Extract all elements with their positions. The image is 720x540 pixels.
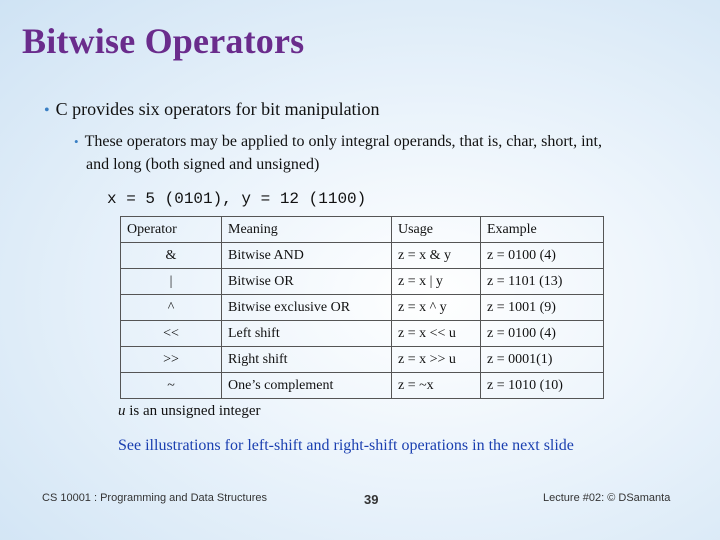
footer-course: CS 10001 : Programming and Data Structures	[42, 492, 268, 504]
cell-example: z = 0100 (4)	[481, 243, 604, 269]
bullet-main	[44, 99, 380, 120]
cell-operator: ~	[121, 373, 222, 399]
table-row	[121, 373, 604, 399]
cell-meaning: Bitwise exclusive OR	[222, 295, 392, 321]
cell-usage: z = x & y	[392, 243, 481, 269]
cell-meaning: Bitwise OR	[222, 269, 392, 295]
see-also-text: See illustrations for left-shift and right-shift operations in the next slide	[118, 437, 574, 454]
table-row	[121, 243, 604, 269]
table-row	[121, 321, 604, 347]
cell-example: z = 0001(1)	[481, 347, 604, 373]
footer-lecture: Lecture #02: © DSamanta	[543, 492, 671, 504]
cell-usage: z = ~x	[392, 373, 481, 399]
cell-example: z = 1001 (9)	[481, 295, 604, 321]
note-text: is an unsigned integer	[125, 403, 261, 419]
table-header-row	[121, 217, 604, 243]
bullet-dot-icon: •	[74, 134, 79, 149]
cell-operator: |	[121, 269, 222, 295]
cell-operator: &	[121, 243, 222, 269]
note-variable: u	[118, 403, 126, 419]
cell-operator: >>	[121, 347, 222, 373]
cell-meaning: One’s complement	[222, 373, 392, 399]
cell-meaning: Bitwise AND	[222, 243, 392, 269]
bullet-sub	[74, 130, 684, 176]
table-row	[121, 295, 604, 321]
cell-usage: z = x ^ y	[392, 295, 481, 321]
variable-declaration: x = 5 (0101), y = 12 (1100)	[107, 190, 367, 208]
cell-meaning: Left shift	[222, 321, 392, 347]
unsigned-note	[118, 403, 260, 420]
cell-example: z = 1010 (10)	[481, 373, 604, 399]
cell-example: z = 0100 (4)	[481, 321, 604, 347]
cell-operator: <<	[121, 321, 222, 347]
cell-example: z = 1101 (13)	[481, 269, 604, 295]
cell-usage: z = x >> u	[392, 347, 481, 373]
header-meaning: Meaning	[222, 217, 392, 243]
bullet-sub-text-line2: and long (both signed and unsigned)	[86, 156, 320, 173]
cell-meaning: Right shift	[222, 347, 392, 373]
header-usage: Usage	[392, 217, 481, 243]
bullet-dot-icon: •	[44, 102, 50, 119]
bullet-sub-text-line1: These operators may be applied to only integral operands, that is, char, short, int,	[84, 133, 602, 150]
header-example: Example	[481, 217, 604, 243]
table-row	[121, 269, 604, 295]
header-operator: Operator	[121, 217, 222, 243]
operators-table	[120, 216, 604, 399]
bullet-main-text: C provides six operators for bit manipulation	[55, 99, 380, 119]
footer-page-number: 39	[364, 492, 379, 507]
cell-usage: z = x << u	[392, 321, 481, 347]
table-row	[121, 347, 604, 373]
cell-operator: ^	[121, 295, 222, 321]
slide-title: Bitwise Operators	[22, 21, 305, 61]
cell-usage: z = x | y	[392, 269, 481, 295]
